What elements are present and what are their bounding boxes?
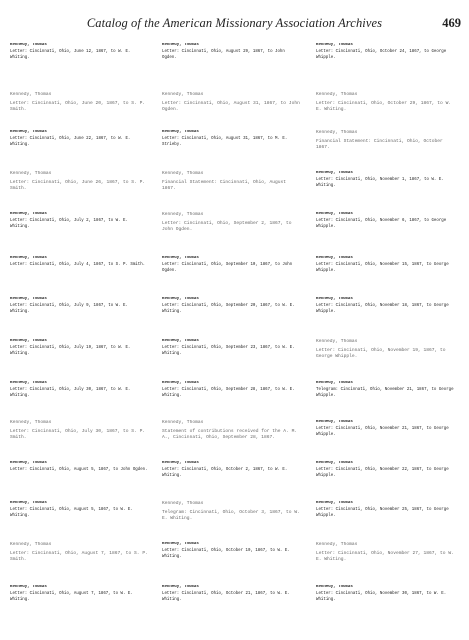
entry-description: Letter: Cincinnati, Ohio, November 30, 1867, to W. E. Whiting. xyxy=(316,592,447,602)
entry-description: Telegram: Cincinnati, Ohio, October 3, 1867, to W. E. Whiting. xyxy=(162,510,300,521)
entry-name: Kennedy, Thomas xyxy=(10,585,47,589)
catalog-entry-card xyxy=(162,420,300,441)
entry-name: Kennedy, Thomas xyxy=(316,381,353,385)
entry-description: Letter: Cincinnati, Ohio, August 7, 1867, to W. E. Whiting. xyxy=(10,592,133,602)
entry-name: Kennedy, Thomas xyxy=(162,585,199,589)
entry-description: Letter: Cincinnati, Ohio, June 20, 1867, to S. P. Smith. xyxy=(10,101,146,112)
entry-description: Letter: Cincinnati, Ohio, August 31, 1867, to M. E. Strieby. xyxy=(162,137,288,147)
entry-description: Letter: Cincinnati, Ohio, July 4, 1867, to S. P. Smith. xyxy=(10,263,146,268)
catalog-entry-card xyxy=(162,130,300,148)
entry-name: Kennedy, Thomas xyxy=(10,43,47,47)
entry-description: Letter: Cincinnati, Ohio, July 30, 1867, to W. E. Whiting. xyxy=(10,388,131,398)
entry-name: Kennedy, Thomas xyxy=(10,339,47,343)
entry-name: Kennedy, Thomas xyxy=(316,542,358,547)
entry-description: Letter: Cincinnati, Ohio, November 15, 1867, to George Whipple. xyxy=(316,263,449,273)
catalog-entry-card xyxy=(162,461,300,479)
entry-description: Letter: Cincinnati, Ohio, September 2, 1867, to John Ogden. xyxy=(162,221,292,232)
entry-description: Letter: Cincinnati, Ohio, July 30, 1867, to S. P. Smith. xyxy=(10,429,146,440)
entry-description: Letter: Cincinnati, Ohio, August 31, 1867, to John Ogden. xyxy=(162,101,300,112)
entry-name: Kennedy, Thomas xyxy=(162,339,199,343)
catalog-entry-card xyxy=(10,130,148,148)
entry-description: Letter: Cincinnati, Ohio, September 10, 1867, to John Ogden. xyxy=(162,263,293,273)
entry-description: Letter: Cincinnati, Ohio, November 1, 1867, to W. E. Whiting. xyxy=(316,178,444,188)
catalog-entry-card xyxy=(162,171,300,192)
catalog-entry-card xyxy=(162,43,300,61)
catalog-entry-card xyxy=(162,542,300,560)
entry-name: Kennedy, Thomas xyxy=(316,212,353,216)
entry-description: Letter: Cincinnati, Ohio, July 2, 1867, to W. E. Whiting. xyxy=(10,219,128,229)
catalog-entry-card xyxy=(316,381,454,399)
entry-description: Financial Statement: Cincinnati, Ohio, August 1867. xyxy=(162,180,287,191)
entry-description: Telegram: Cincinnati, Ohio, November 21, 1867, to George Whipple. xyxy=(316,388,454,398)
catalog-entry-card xyxy=(10,461,148,474)
catalog-title: Catalog of the American Missionary Association Archives xyxy=(86,16,383,30)
catalog-entry-card xyxy=(10,381,148,399)
entry-name: Kennedy, Thomas xyxy=(162,43,199,47)
entry-name: Kennedy, Thomas xyxy=(162,256,199,260)
entry-name: Kennedy, Thomas xyxy=(162,461,199,465)
catalog-entry-card xyxy=(162,212,300,233)
entry-name: Kennedy, Thomas xyxy=(316,256,353,260)
entry-name: Kennedy, Thomas xyxy=(10,381,47,385)
catalog-entry-card xyxy=(316,92,454,113)
entry-name: Kennedy, Thomas xyxy=(316,339,358,344)
entry-name: Kennedy, Thomas xyxy=(162,92,204,97)
entry-description: Letter: Cincinnati, Ohio, October 21, 1867, to W. E. Whiting. xyxy=(162,592,290,602)
catalog-entry-card xyxy=(316,420,454,438)
catalog-entry-card xyxy=(10,585,148,603)
entry-name: Kennedy, Thomas xyxy=(162,420,204,425)
entry-description: Letter: Cincinnati, Ohio, November 18, 1867, to George Whipple. xyxy=(316,304,449,314)
catalog-entry-card xyxy=(316,256,454,274)
catalog-entry-card xyxy=(316,501,454,519)
catalog-entry-card xyxy=(316,171,454,189)
entry-name: Kennedy, Thomas xyxy=(316,130,358,135)
catalog-entry-card xyxy=(162,501,300,522)
catalog-entry-card xyxy=(10,339,148,357)
entry-description: Letter: Cincinnati, Ohio, August 5, 1867, to W. E. Whiting. xyxy=(10,508,133,518)
entry-description: Letter: Cincinnati, Ohio, June 22, 1867, to W. E. Whiting. xyxy=(10,137,131,147)
entry-description: Letter: Cincinnati, Ohio, August 5, 1867, to John Ogden. xyxy=(10,468,148,473)
entry-name: Kennedy, Thomas xyxy=(162,381,199,385)
catalog-entry-card xyxy=(316,43,454,61)
entry-name: Kennedy, Thomas xyxy=(162,212,204,217)
entry-description: Financial Statement: Cincinnati, Ohio, October 1867. xyxy=(316,139,443,150)
catalog-entry-card xyxy=(162,585,300,603)
entry-description: Letter: Cincinnati, Ohio, September 28, 1867, to W. E. Whiting. xyxy=(162,388,295,398)
catalog-entry-card xyxy=(10,43,148,61)
entry-description: Letter: Cincinnati, Ohio, November 22, 1867, to George Whipple. xyxy=(316,468,449,478)
entry-description: Letter: Cincinnati, Ohio, November 27, 1867, to W. E. Whiting. xyxy=(316,551,454,562)
catalog-entry-card xyxy=(162,92,300,113)
entry-description: Letter: Cincinnati, Ohio, July 9, 1867, to W. E. Whiting. xyxy=(10,304,128,314)
entry-description: Statement of contributions received for the A. M. A., Cincinnati, Ohio, September 28, 1867. xyxy=(162,429,298,440)
entry-name: Kennedy, Thomas xyxy=(10,501,47,505)
catalog-entry-card xyxy=(316,130,454,151)
catalog-entry-card xyxy=(316,461,454,479)
catalog-entry-card xyxy=(10,542,148,563)
catalog-entry-card xyxy=(316,585,454,603)
catalog-entry-card xyxy=(10,212,148,230)
entry-name: Kennedy, Thomas xyxy=(316,461,353,465)
entry-name: Kennedy, Thomas xyxy=(162,171,204,176)
entry-name: Kennedy, Thomas xyxy=(316,501,353,505)
entry-description: Letter: Cincinnati, Ohio, August 29, 1867, to John Ogden. xyxy=(162,50,285,60)
catalog-entry-card xyxy=(316,297,454,315)
page-number: 469 xyxy=(442,16,461,30)
entry-name: Kennedy, Thomas xyxy=(316,585,353,589)
entry-name: Kennedy, Thomas xyxy=(316,420,353,424)
entry-name: Kennedy, Thomas xyxy=(10,92,52,97)
catalog-entry-card xyxy=(162,339,300,357)
entry-name: Kennedy, Thomas xyxy=(316,43,353,47)
entry-name: Kennedy, Thomas xyxy=(10,171,52,176)
catalog-entry-card xyxy=(316,212,454,230)
entry-name: Kennedy, Thomas xyxy=(162,130,199,134)
entry-description: Letter: Cincinnati, Ohio, November 25, 1867, to George Whipple. xyxy=(316,508,449,518)
entry-name: Kennedy, Thomas xyxy=(10,130,47,134)
entry-description: Letter: Cincinnati, Ohio, September 20, 1867, to W. E. Whiting. xyxy=(162,304,295,314)
entry-name: Kennedy, Thomas xyxy=(316,297,353,301)
catalog-entry-card xyxy=(10,420,148,441)
catalog-entry-card xyxy=(162,381,300,399)
entry-description: Letter: Cincinnati, Ohio, June 26, 1867, to S. P. Smith. xyxy=(10,180,146,191)
entry-name: Kennedy, Thomas xyxy=(162,542,199,546)
catalog-entry-card xyxy=(10,171,148,192)
entry-description: Letter: Cincinnati, Ohio, October 24, 1867, to George Whipple. xyxy=(316,50,447,60)
catalog-entry-card xyxy=(162,256,300,274)
entry-name: Kennedy, Thomas xyxy=(316,171,353,175)
entry-description: Letter: Cincinnati, Ohio, November 21, 1867, to George Whipple. xyxy=(316,427,449,437)
entry-name: Kennedy, Thomas xyxy=(10,420,52,425)
entry-name: Kennedy, Thomas xyxy=(10,461,47,465)
entry-name: Kennedy, Thomas xyxy=(162,297,199,301)
catalog-entry-card xyxy=(316,542,454,563)
entry-description: Letter: Cincinnati, Ohio, October 10, 1867, to W. E. Whiting. xyxy=(162,549,290,559)
catalog-entry-card xyxy=(10,256,148,269)
catalog-entry-card xyxy=(10,92,148,113)
entry-description: Letter: Cincinnati, Ohio, November 6, 1867, to George Whipple. xyxy=(316,219,447,229)
entry-description: Letter: Cincinnati, Ohio, October 2, 1867, to W. E. Whiting. xyxy=(162,468,288,478)
catalog-entry-card xyxy=(10,501,148,519)
catalog-entry-card xyxy=(10,297,148,315)
entry-description: Letter: Cincinnati, Ohio, June 12, 1867, to W. E. Whiting. xyxy=(10,50,131,60)
entry-name: Kennedy, Thomas xyxy=(10,212,47,216)
entry-description: Letter: Cincinnati, Ohio, August 7, 1867, to S. P. Smith. xyxy=(10,551,148,562)
entry-name: Kennedy, Thomas xyxy=(10,297,47,301)
entry-description: Letter: Cincinnati, Ohio, October 29, 1867, to W. E. Whiting. xyxy=(316,101,452,112)
entry-description: Letter: Cincinnati, Ohio, September 23, 1867, to W. E. Whiting. xyxy=(162,346,295,356)
entry-description: Letter: Cincinnati, Ohio, November 19, 1867, to George Whipple. xyxy=(316,348,446,359)
entry-name: Kennedy, Thomas xyxy=(10,542,52,547)
entry-name: Kennedy, Thomas xyxy=(162,501,204,506)
entry-name: Kennedy, Thomas xyxy=(10,256,47,260)
entry-name: Kennedy, Thomas xyxy=(316,92,358,97)
catalog-entry-card xyxy=(316,339,454,360)
entry-description: Letter: Cincinnati, Ohio, July 19, 1867, to W. E. Whiting. xyxy=(10,346,131,356)
catalog-entry-card xyxy=(162,297,300,315)
